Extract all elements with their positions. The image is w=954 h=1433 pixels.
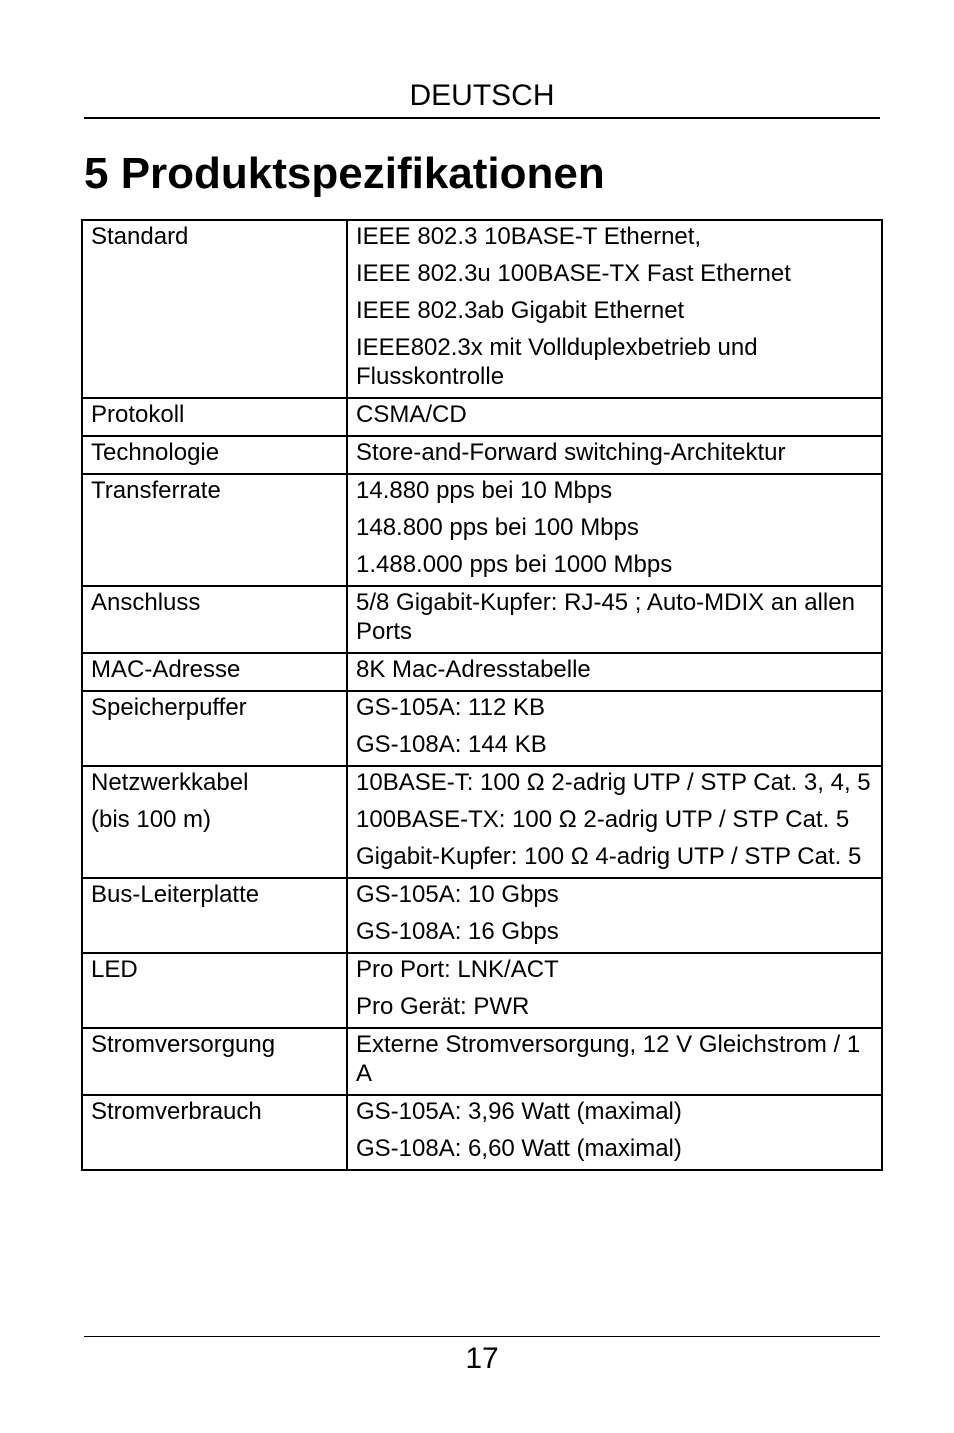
spec-row [82, 474, 882, 586]
spec-key-cell [82, 878, 347, 953]
spec-value: GS-105A: 3,96 Watt (maximal) [356, 1098, 682, 1125]
header-language: DEUTSCH [409, 79, 555, 112]
spec-key-cell [82, 953, 347, 1028]
spec-table-body [82, 220, 882, 1170]
spec-value: 5/8 Gigabit-Kupfer: RJ-45 ; Auto-MDIX an allen Ports [356, 589, 855, 645]
spec-key: Anschluss [91, 589, 201, 616]
spec-key-cell [82, 220, 347, 398]
spec-value: 1.488.000 pps bei 1000 Mbps [356, 551, 673, 578]
spec-key-cell [82, 474, 347, 586]
spec-value-cell [347, 474, 882, 586]
spec-key: Stromversorgung [91, 1031, 276, 1058]
spec-key-cell [82, 691, 347, 766]
spec-key-cell [82, 586, 347, 653]
spec-key: Stromverbrauch [91, 1098, 262, 1125]
page-title: 5 Produktspezifikationen [84, 149, 605, 198]
spec-value: GS-108A: 16 Gbps [356, 918, 559, 945]
spec-key: LED [91, 956, 138, 983]
spec-value-cell [347, 586, 882, 653]
spec-value: 10BASE-T: 100 Ω 2-adrig UTP / STP Cat. 3, 4, 5 [356, 769, 871, 796]
spec-value: 148.800 pps bei 100 Mbps [356, 514, 639, 541]
spec-value: IEEE 802.3 10BASE-T Ethernet, [356, 223, 702, 250]
spec-value-cell [347, 398, 882, 436]
spec-key-cell [82, 653, 347, 691]
spec-value-cell [347, 436, 882, 474]
spec-key-cell [82, 436, 347, 474]
spec-value: GS-105A: 10 Gbps [356, 881, 559, 908]
spec-value: GS-108A: 144 KB [356, 731, 547, 758]
spec-row [82, 953, 882, 1028]
spec-value: 8K Mac-Adresstabelle [356, 656, 591, 683]
spec-row [82, 1095, 882, 1170]
spec-row [82, 1028, 882, 1095]
spec-value: Pro Port: LNK/ACT [356, 956, 559, 983]
spec-value-cell [347, 878, 882, 953]
spec-row [82, 436, 882, 474]
spec-value: IEEE 802.3ab Gigabit Ethernet [356, 297, 685, 324]
spec-row [82, 220, 882, 398]
spec-key: Protokoll [91, 401, 185, 428]
spec-value-cell [347, 953, 882, 1028]
spec-key-cell [82, 398, 347, 436]
spec-key-cell [82, 1095, 347, 1170]
spec-value: Gigabit-Kupfer: 100 Ω 4-adrig UTP / STP Cat. 5 [356, 843, 862, 870]
spec-value: IEEE 802.3u 100BASE-TX Fast Ethernet [356, 260, 791, 287]
spec-value: Store-and-Forward switching-Architektur [356, 439, 786, 466]
spec-row [82, 398, 882, 436]
spec-row [82, 878, 882, 953]
spec-value: 14.880 pps bei 10 Mbps [356, 477, 613, 504]
spec-key: MAC-Adresse [91, 656, 241, 683]
spec-key: Transferrate [91, 477, 221, 504]
spec-value: Externe Stromversorgung, 12 V Gleichstrom / 1 A [356, 1031, 861, 1087]
footer-divider [84, 1336, 880, 1337]
spec-value: 100BASE-TX: 100 Ω 2-adrig UTP / STP Cat. 5 [356, 806, 850, 833]
spec-value-cell [347, 1028, 882, 1095]
spec-value-cell [347, 220, 882, 398]
spec-key: Netzwerkkabel [91, 769, 249, 796]
spec-value: Pro Gerät: PWR [356, 993, 530, 1020]
header-divider [84, 117, 880, 119]
spec-row [82, 653, 882, 691]
spec-key-cell [82, 1028, 347, 1095]
spec-value-cell [347, 653, 882, 691]
spec-table [81, 219, 883, 1171]
spec-key: Standard [91, 223, 189, 250]
page-number: 17 [465, 1342, 499, 1375]
spec-value: GS-105A: 112 KB [356, 694, 545, 721]
spec-value: IEEE802.3x mit Vollduplexbetrieb und Flusskontrolle [356, 334, 758, 390]
spec-value: GS-108A: 6,60 Watt (maximal) [356, 1135, 682, 1162]
spec-value-cell [347, 691, 882, 766]
spec-key: Technologie [91, 439, 220, 466]
spec-value-cell [347, 1095, 882, 1170]
spec-key: (bis 100 m) [91, 806, 212, 833]
spec-key-cell [82, 766, 347, 878]
spec-value: CSMA/CD [356, 401, 467, 428]
spec-key: Speicherpuffer [91, 694, 247, 721]
spec-row [82, 766, 882, 878]
spec-row [82, 586, 882, 653]
spec-value-cell [347, 766, 882, 878]
spec-row [82, 691, 882, 766]
spec-key: Bus-Leiterplatte [91, 881, 260, 908]
